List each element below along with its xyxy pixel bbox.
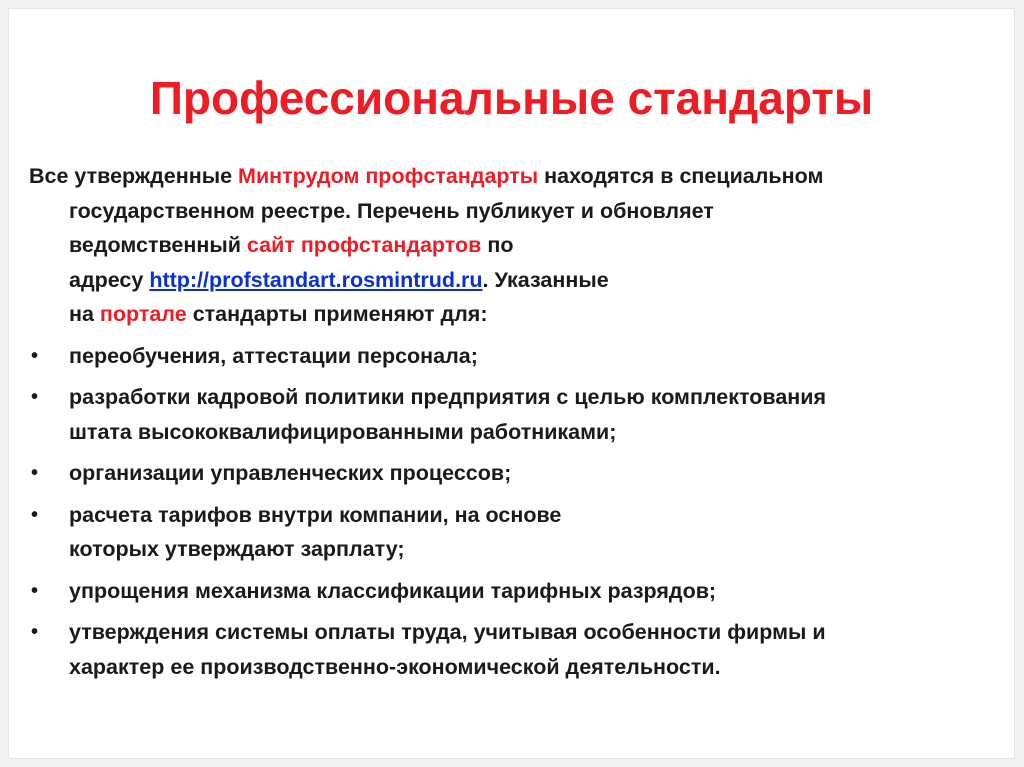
- intro-text: адресу: [69, 267, 150, 292]
- intro-line-3: [29, 228, 989, 263]
- slide-content: [29, 159, 989, 684]
- bullet-text: разработки кадровой политики предприятия с целью комплектования: [69, 385, 827, 409]
- bullet-text: утверждения системы оплаты труда, учитывая особенности фирмы и: [69, 620, 826, 644]
- bullet-dot-icon: •: [31, 462, 39, 484]
- intro-text: . Указанные: [482, 267, 609, 292]
- bullet-dot-icon: •: [31, 579, 39, 602]
- highlight-portal: портале: [99, 302, 187, 326]
- intro-text: стандарты применяют для:: [186, 302, 488, 326]
- intro-text: Все утвержденные: [29, 164, 239, 188]
- bullet-text: характер ее производственно-экономической деятельности.: [69, 654, 721, 679]
- intro-line-1: [29, 159, 989, 194]
- bullet-item: [29, 380, 989, 449]
- intro-line-5: [29, 297, 989, 332]
- intro-paragraph: [29, 159, 989, 332]
- bullet-dot-icon: •: [31, 386, 39, 408]
- intro-line-4: [29, 263, 989, 298]
- intro-text: на: [69, 302, 100, 326]
- bullet-item: [29, 498, 989, 567]
- intro-line-2: [29, 194, 989, 229]
- intro-text: ведомственный: [69, 233, 247, 257]
- bullet-item: [29, 615, 989, 684]
- bullet-text: переобучения, аттестации персонала;: [69, 343, 478, 368]
- bullet-dot-icon: •: [31, 344, 39, 367]
- bullet-text: штата высококвалифицированными работниками;: [69, 419, 617, 444]
- slide-title: Профессиональные стандарты: [149, 72, 874, 124]
- highlight-mintrud: Минтрудом профстандарты: [238, 164, 539, 188]
- bullet-text: которых утверждают зарплату;: [69, 537, 405, 561]
- intro-text: государственном реестре. Перечень публикует и обновляет: [69, 198, 714, 223]
- bullet-item: [29, 574, 989, 609]
- bullet-dot-icon: •: [31, 503, 39, 526]
- highlight-site: сайт профстандартов: [246, 233, 482, 257]
- slide: [8, 8, 1015, 759]
- bullet-item: [29, 456, 989, 491]
- bullet-text: упрощения механизма классификации тарифных разрядов;: [69, 578, 717, 603]
- bullet-dot-icon: •: [31, 621, 39, 643]
- bullet-list: [29, 339, 989, 685]
- intro-text: находятся в специальном: [538, 164, 824, 188]
- bullet-text: расчета тарифов внутри компании, на основе: [69, 502, 562, 527]
- profstandart-link[interactable]: http://profstandart.rosmintrud.ru: [149, 267, 483, 292]
- bullet-item: [29, 339, 989, 374]
- bullet-text: организации управленческих процессов;: [69, 461, 512, 485]
- intro-text: по: [481, 233, 514, 257]
